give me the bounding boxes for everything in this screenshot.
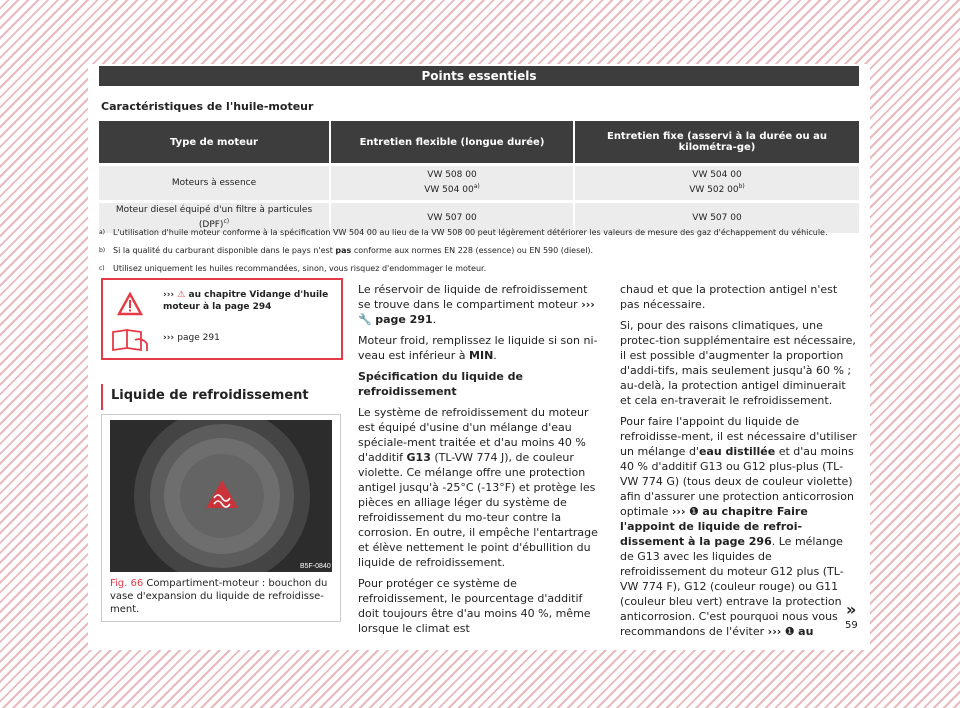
coolant-cap-photo <box>110 420 332 572</box>
paragraph: Pour protéger ce système de refroidissement, le pourcentage d'additif doit toujours être d'au moins 40 %, même lorsque le climat est <box>358 577 591 635</box>
footnote: b) Si la qualité du carburant disponible dans le pays n'est pas conforme aux normes EN 228 (essence) ou EN 590 (diesel). <box>99 246 594 255</box>
section-title: Caractéristiques de l'huile-moteur <box>101 100 314 113</box>
page-ref-link[interactable]: page 291 <box>375 313 433 326</box>
text-column-2 <box>620 282 860 645</box>
warning-ref-1[interactable]: ››› ⚠ au chapitre Vidange d'huile moteur à la page 294 <box>163 290 329 312</box>
table-cell-engine: Moteurs à essence <box>99 163 331 200</box>
min-mark: MIN <box>469 349 494 362</box>
warning-small-icon: ⚠ <box>177 290 186 300</box>
section-heading: Liquide de refroidissement <box>101 384 103 410</box>
paragraph: Pour faire l'appoint du liquide de refroidisse-ment, il est nécessaire d'utiliser un mélange d'eau distillée et d'au moins 40 % d'additif G13 ou G12 plus-plus (TL-VW 774 G) (tous deux de couleur violette) afin d'assurer une protection anticorrosion optimale ››› ❶ au chapitre Faire l'appoint de liquide de refroi-dissement à la page 296. Le mélange de G13 avec les liquides de refroidissement du moteur G12 plus (TL-VW 774 F), G12 (couleur rouge) ou G11 (couleur bleu vert) entrave la protection anticorrosion. C'est pourquoi nous vous recommandons de l'éviter ››› ❶ au <box>620 415 857 638</box>
engine-compartment-icon: 🔧 <box>358 313 372 326</box>
paragraph: chaud et que la protection antigel n'est pas nécessaire. <box>620 283 838 311</box>
figure <box>101 414 341 622</box>
subheading: Spécification du liquide de refroidissement <box>358 370 523 398</box>
table-cell-flexible: VW 507 00 <box>331 200 575 233</box>
info-icon: ❶ <box>784 625 795 638</box>
table-cell-fixed: VW 504 00 VW 502 00$^{b)}$ <box>575 163 859 200</box>
table-cell-engine: Moteur diesel équipé d'un filtre à particules (DPF)$^{c)}$ <box>99 200 331 233</box>
page-number: 59 <box>845 620 858 631</box>
footnote: c) Utilisez uniquement les huiles recommandées, sinon, vous risquez d'endommager le moteur. <box>99 264 487 273</box>
table-row <box>99 163 859 200</box>
info-icon: ❶ <box>688 505 699 518</box>
paragraph: Moteur froid, remplissez le liquide si son ni-veau est inférieur à MIN. <box>358 334 598 362</box>
paragraph: Le réservoir de liquide de refroidissement se trouve dans le compartiment moteur ››› 🔧 page 291. <box>358 283 595 326</box>
book-hand-icon <box>111 326 149 352</box>
table-header-flexible: Entretien flexible (longue durée) <box>331 121 575 163</box>
footnote: a) L'utilisation d'huile moteur conforme à la spécification VW 504 00 au lieu de la VW 508 00 peut légèrement détériorer les valeurs de mesure des gaz d'échappement du véhicule. <box>99 228 828 237</box>
text-column-1 <box>358 282 602 642</box>
page-header: Points essentiels <box>99 66 859 86</box>
table-cell-flexible: VW 508 00 VW 504 00$^{a)}$ <box>331 163 575 200</box>
chapter-ref-link[interactable]: au chapitre Faire l'appoint de liquide de refroi-dissement à la page 296 <box>620 505 808 548</box>
table-header-fixed: Entretien fixe (asservi à la durée ou au kilométra-ge) <box>575 121 859 163</box>
footnotes <box>99 228 859 282</box>
table-cell-fixed: VW 507 00 <box>575 200 859 233</box>
figure-caption: Fig. 66 Compartiment-moteur : bouchon du vase d'expansion du liquide de refroidisse-ment. <box>110 578 328 615</box>
paragraph: Si, pour des raisons climatiques, une protec-tion supplémentaire est nécessaire, il est possible d'augmenter la proportion d'addi-tifs, mais seulement jusqu'à 60 % ; au-delà, la protection antigel diminuerait et cela en-traverait le refroidissement. <box>620 319 856 407</box>
warning-triangle-icon <box>117 292 143 316</box>
table-header-row <box>99 121 859 163</box>
coolant-cap-illustration <box>110 420 332 572</box>
continue-arrow-icon: » <box>846 600 857 619</box>
figure-code: B5F-0840 <box>300 563 331 570</box>
oil-spec-table <box>99 121 859 233</box>
table-header-engine: Type de moteur <box>99 121 331 163</box>
paragraph: Le système de refroidissement du moteur est équipé d'usine d'un mélange d'eau spéciale-ment traitée et d'au moins 40 % d'additif G13 (TL-VW 774 J), de couleur violette. Ce mélange offre une protection antigel jusqu'à -25°C (-13°F) et protège les pièces en alliage léger du système de refroidissement du mo-teur contre la corrosion. En outre, il empêche l'entartrage et élève nettement le point d'ébullition du liquide de refroidissement. <box>358 406 598 569</box>
warning-box <box>101 278 343 360</box>
warning-ref-2[interactable]: ››› page 291 <box>163 333 220 343</box>
